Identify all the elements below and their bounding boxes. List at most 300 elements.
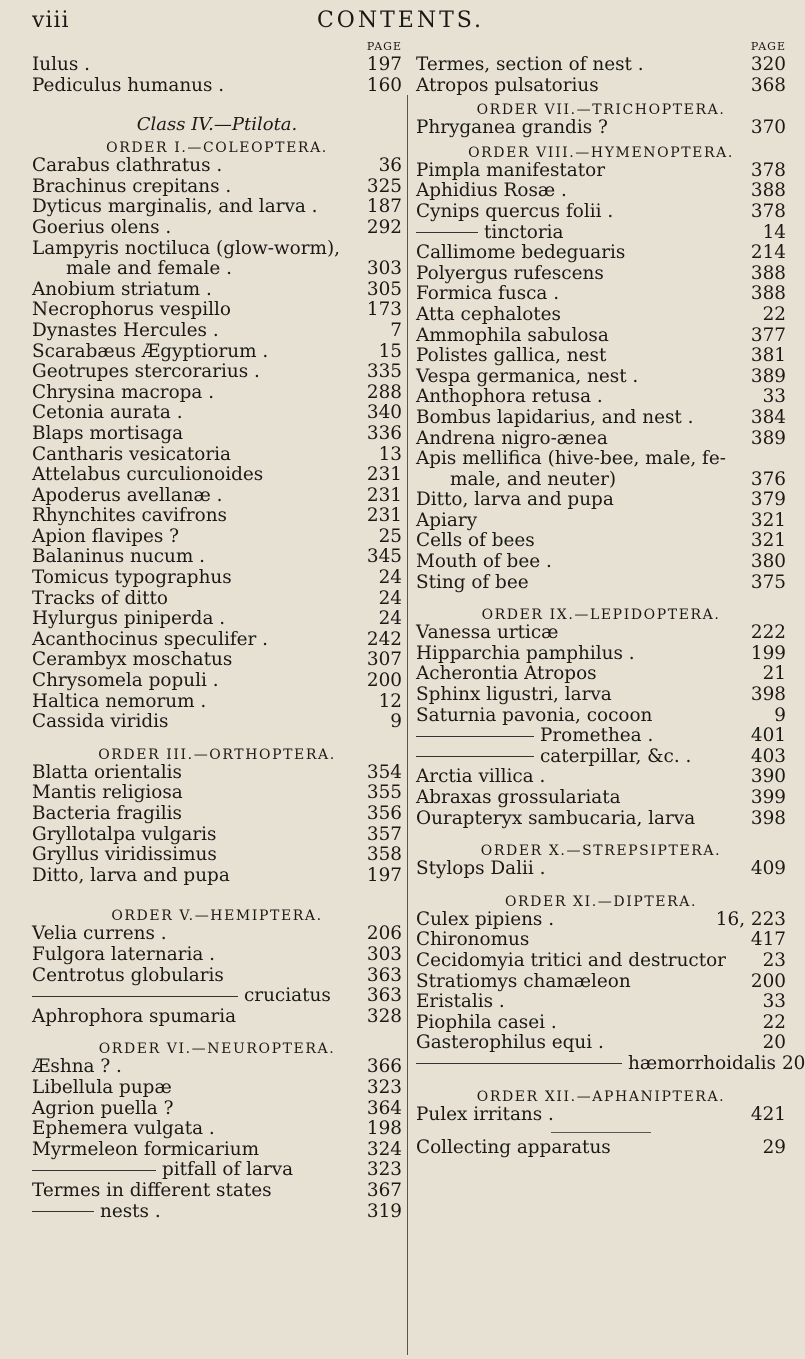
- entry-title: Sting of bee: [416, 571, 529, 593]
- entry-page: 222: [750, 622, 786, 644]
- entry-page: 325: [366, 175, 402, 197]
- entry-title: Mantis religiosa: [32, 782, 183, 804]
- entry-title: Culex pipiens .: [416, 908, 555, 930]
- entry-title: Velia currens .: [32, 923, 167, 945]
- index-entry: [416, 242, 786, 263]
- entry-title: Æshna ? .: [32, 1056, 122, 1078]
- entry-page: 345: [366, 546, 402, 568]
- index-entry: [416, 1052, 805, 1074]
- ditto-dash: [32, 1211, 94, 1212]
- entry-page: 320: [750, 54, 786, 75]
- entry-page: 15: [378, 340, 402, 362]
- index-entry: [32, 1098, 402, 1119]
- entry-page: 14: [762, 221, 786, 243]
- entry-title: Apoderus avellanæ .: [32, 484, 223, 506]
- entry-title: Pediculus humanus .: [32, 74, 225, 96]
- entry-page: 321: [750, 530, 786, 552]
- entry-title: Termes in different states: [32, 1179, 272, 1201]
- entry-title: male and female .: [66, 258, 232, 280]
- entry-title: pitfall of larva: [32, 1159, 361, 1180]
- entry-page: 206: [366, 923, 402, 945]
- entry-list: [32, 762, 402, 886]
- index-entry: [416, 407, 786, 428]
- entry-title: Agrion puella ?: [32, 1097, 174, 1119]
- index-entry: [416, 469, 786, 490]
- entry-page: 199: [750, 642, 786, 664]
- entry-title: Andrena nigro-ænea: [416, 427, 608, 449]
- entry-title: Atropos pulsatorius: [416, 74, 599, 96]
- index-entry: [416, 263, 786, 284]
- entry-page: 380: [750, 551, 786, 573]
- index-entry: [416, 663, 786, 684]
- entry-page: 231: [366, 505, 402, 527]
- entry-list: [416, 622, 786, 828]
- index-entry: [32, 217, 402, 238]
- entry-title: Anthophora retusa .: [416, 386, 603, 408]
- ditto-dash: [416, 232, 478, 233]
- index-entry: [32, 196, 402, 217]
- entry-title: Blaps mortisaga: [32, 422, 184, 444]
- entry-title: Ditto, larva and pupa: [416, 489, 614, 511]
- entry-page: 336: [366, 422, 402, 444]
- index-entry: [416, 75, 786, 96]
- entry-title: Cynips quercus folii .: [416, 200, 614, 222]
- entry-page: 20: [781, 1052, 805, 1074]
- index-entry: [416, 386, 786, 407]
- index-entry: [416, 201, 786, 222]
- entry-page: 242: [366, 628, 402, 650]
- entry-page: 388: [750, 283, 786, 305]
- class-heading: Class IV.—Ptilota.: [136, 114, 298, 136]
- entry-title: Ephemera vulgata .: [32, 1118, 215, 1140]
- entry-page: 13: [378, 443, 402, 465]
- entry-title: Abraxas grossulariata: [416, 787, 621, 808]
- entry-page: 187: [366, 196, 402, 218]
- page-column-label: PAGE: [366, 40, 402, 53]
- entry-title: Tracks of ditto: [32, 587, 168, 609]
- entry-page: 20: [762, 1032, 786, 1054]
- entry-title: Goerius olens .: [32, 216, 172, 238]
- entry-page: 36: [378, 155, 402, 177]
- entry-page: 22: [762, 1011, 786, 1033]
- index-entry: [32, 1159, 402, 1180]
- index-entry: [32, 803, 402, 824]
- index-entry: [416, 304, 786, 325]
- entry-title: Chrysina macropa .: [32, 381, 215, 403]
- index-entry: [32, 1180, 402, 1201]
- index-entry: [32, 238, 402, 259]
- entry-title: Apis mellifica (hive-bee, male, fe-: [416, 448, 726, 470]
- entry-page: 356: [366, 803, 402, 824]
- index-entry: [32, 1077, 402, 1098]
- index-entry: [32, 1056, 402, 1077]
- entry-title: Cetonia aurata .: [32, 402, 183, 424]
- order-heading: ORDER XII.—APHANIPTERA.: [476, 1088, 726, 1105]
- entry-page: 288: [366, 381, 402, 403]
- entry-page: 363: [366, 964, 402, 986]
- column-divider: [407, 95, 408, 1355]
- entry-page: 198: [366, 1118, 402, 1140]
- index-entry: [416, 510, 786, 531]
- ditto-dash: [416, 1063, 622, 1064]
- entry-title: Collecting apparatus: [416, 1137, 611, 1159]
- right-column: [416, 40, 805, 1159]
- entry-title: Cantharis vesicatoria: [32, 443, 231, 465]
- entry-title: Dyticus marginalis, and larva .: [32, 196, 318, 218]
- order-heading: ORDER I.—COLEOPTERA.: [106, 140, 328, 157]
- index-entry: [32, 923, 402, 944]
- index-entry: [32, 782, 402, 803]
- index-entry: [416, 54, 786, 75]
- entry-title: Tomicus typographus: [32, 567, 232, 589]
- entry-page: 9: [390, 711, 402, 733]
- index-entry: [32, 485, 402, 506]
- entry-title: Cassida viridis: [32, 711, 169, 733]
- index-entry: [416, 1012, 786, 1033]
- index-entry: [416, 858, 786, 879]
- index-entry: [416, 283, 786, 304]
- entry-page: 25: [378, 525, 402, 547]
- entry-page: 12: [378, 690, 402, 712]
- entry-page: 305: [366, 278, 402, 300]
- entry-title: Fulgora laternaria .: [32, 943, 215, 965]
- entry-page: 403: [750, 745, 786, 767]
- entry-page: 24: [378, 567, 402, 589]
- entry-title: Mouth of bee .: [416, 551, 552, 573]
- index-entry: [32, 670, 402, 691]
- entry-title: male, and neuter): [450, 468, 617, 490]
- entry-title: Anobium striatum .: [32, 278, 212, 300]
- entry-page: 21: [762, 663, 786, 685]
- entry-list: [416, 1137, 786, 1158]
- entry-title: Eristalis .: [416, 991, 505, 1013]
- entry-page: 200: [750, 970, 786, 992]
- entry-title: Vanessa urticæ: [416, 622, 559, 644]
- entry-page: 16, 223: [715, 908, 786, 930]
- entry-title: Scarabæus Ægyptiorum .: [32, 340, 269, 362]
- entry-title: Balaninus nucum .: [32, 546, 205, 568]
- entry-title: Dynastes Hercules .: [32, 319, 219, 341]
- entry-title: Haltica nemorum .: [32, 690, 207, 712]
- entry-page: 303: [366, 258, 402, 280]
- index-entry: [32, 608, 402, 629]
- entry-page: 197: [366, 864, 402, 886]
- ditto-dash: [416, 756, 534, 757]
- entry-page: 214: [750, 242, 786, 264]
- index-entry: [32, 649, 402, 670]
- entry-title: Stratiomys chamæleon: [416, 970, 631, 992]
- entry-page: 389: [750, 427, 786, 449]
- page-title: CONTENTS.: [316, 8, 485, 33]
- entry-title: Ourapteryx sambucaria, larva: [416, 807, 696, 829]
- index-entry: [416, 325, 786, 346]
- entry-page: 388: [750, 180, 786, 202]
- entry-title: nests .: [32, 1201, 361, 1222]
- entry-title: Atta cephalotes: [416, 303, 561, 325]
- order-heading: ORDER VI.—NEUROPTERA.: [98, 1041, 336, 1058]
- index-entry: [32, 75, 402, 96]
- entry-title: Apiary: [416, 509, 478, 531]
- entry-page: 321: [750, 509, 786, 531]
- entry-page: 354: [366, 761, 402, 783]
- entry-title: Polyergus rufescens: [416, 262, 604, 284]
- order-heading: ORDER V.—HEMIPTERA.: [111, 908, 323, 925]
- entry-title: Cerambyx moschatus: [32, 649, 233, 671]
- entry-page: 160: [366, 74, 402, 96]
- entry-page: 231: [366, 484, 402, 506]
- entry-title: Acherontia Atropos: [416, 663, 597, 685]
- index-entry: [32, 944, 402, 965]
- entry-page: 328: [366, 1005, 402, 1027]
- ditto-dash: [32, 996, 238, 997]
- index-entry: [416, 366, 786, 387]
- index-entry: [32, 54, 402, 75]
- section-rule: [551, 1132, 651, 1133]
- entry-title: caterpillar, &c. .: [416, 746, 745, 767]
- order-heading: ORDER X.—STREPSIPTERA.: [480, 843, 722, 860]
- entry-page: 377: [750, 324, 786, 346]
- index-entry: [32, 985, 402, 1006]
- index-entry: [416, 725, 786, 746]
- index-entry: [32, 1201, 402, 1222]
- entry-title: Chironomus: [416, 929, 530, 951]
- entry-page: 200: [366, 670, 402, 692]
- entry-title: Cells of bees: [416, 530, 535, 552]
- order-heading: ORDER XI.—DIPTERA.: [504, 893, 698, 910]
- entry-title: Gryllotalpa vulgaris: [32, 823, 217, 845]
- index-entry: [416, 909, 786, 930]
- entry-page: 358: [366, 844, 402, 866]
- entry-page: 388: [750, 262, 786, 284]
- index-entry: [32, 341, 402, 362]
- entry-page: 375: [750, 571, 786, 593]
- index-entry: [416, 643, 786, 664]
- order-heading: ORDER VII.—TRICHOPTERA.: [476, 102, 726, 119]
- entry-page: 292: [366, 216, 402, 238]
- entry-title: Iulus .: [32, 54, 90, 75]
- entry-list: [416, 1104, 786, 1125]
- entry-title: cruciatus: [32, 985, 361, 1006]
- entry-page: 307: [366, 649, 402, 671]
- entry-title: Callimome bedeguaris: [416, 242, 626, 264]
- entry-list: [32, 54, 402, 95]
- entry-title: Rhynchites cavifrons: [32, 505, 227, 527]
- entry-page: 384: [750, 406, 786, 428]
- index-entry: [32, 320, 402, 341]
- entry-title: Hipparchia pamphilus .: [416, 642, 635, 664]
- index-entry: [416, 551, 786, 572]
- entry-title: hæmorrhoidalis: [416, 1053, 776, 1074]
- index-entry: [32, 1118, 402, 1139]
- entry-title: Phryganea grandis ?: [416, 117, 608, 139]
- index-entry: [416, 1104, 786, 1125]
- entry-title: Gryllus viridissimus: [32, 844, 217, 866]
- index-entry: [416, 572, 786, 593]
- left-column: [32, 40, 402, 1221]
- entry-title: Geotrupes stercorarius .: [32, 361, 260, 383]
- index-entry: [32, 258, 402, 279]
- ditto-dash: [416, 736, 534, 737]
- index-entry: [416, 705, 786, 726]
- entry-page: 379: [750, 489, 786, 511]
- entry-page: 33: [762, 386, 786, 408]
- entry-title: Vespa germanica, nest .: [416, 365, 639, 387]
- index-entry: [32, 629, 402, 650]
- index-entry: [32, 382, 402, 403]
- entry-page: 421: [750, 1103, 786, 1125]
- entry-page: 401: [750, 725, 786, 747]
- entry-page: 376: [750, 468, 786, 490]
- order-heading: ORDER IX.—LEPIDOPTERA.: [481, 607, 721, 624]
- entry-list: [416, 117, 786, 138]
- index-entry: [32, 279, 402, 300]
- entry-title: Carabus clathratus .: [32, 155, 223, 177]
- index-entry: [32, 505, 402, 526]
- entry-title: Brachinus crepitans .: [32, 175, 232, 197]
- index-entry: [416, 808, 786, 829]
- entry-page: 23: [762, 949, 786, 971]
- entry-page: 398: [750, 807, 786, 829]
- entry-title: Blatta orientalis: [32, 761, 182, 783]
- entry-title: Promethea .: [416, 725, 745, 746]
- index-entry: [32, 1139, 402, 1160]
- index-entry: [416, 448, 786, 469]
- index-entry: [416, 222, 786, 243]
- index-entry: [32, 464, 402, 485]
- entry-title: Apion flavipes ?: [32, 525, 179, 547]
- entry-list: [416, 858, 786, 879]
- entry-page: 367: [366, 1179, 402, 1201]
- index-entry: [416, 971, 786, 992]
- entry-title: Polistes gallica, nest: [416, 345, 607, 367]
- entry-page: 357: [366, 823, 402, 845]
- entry-title: Pimpla manifestator: [416, 159, 606, 181]
- entry-page: 22: [762, 303, 786, 325]
- index-entry: [416, 991, 786, 1012]
- index-entry: [32, 865, 402, 886]
- entry-page: 399: [750, 787, 786, 808]
- index-entry: [32, 1006, 402, 1027]
- entry-page: 7: [390, 319, 402, 341]
- entry-page: 29: [762, 1137, 786, 1159]
- index-entry: [416, 684, 786, 705]
- index-entry: [416, 766, 786, 787]
- entry-page: 323: [366, 1159, 402, 1181]
- entry-page: 24: [378, 608, 402, 630]
- entry-title: Myrmeleon formicarium: [32, 1138, 260, 1160]
- index-entry: [416, 950, 786, 971]
- index-entry: [32, 762, 402, 783]
- index-entry: [32, 299, 402, 320]
- entry-title: Formica fusca .: [416, 283, 560, 305]
- entry-page: 355: [366, 782, 402, 804]
- entry-page: 381: [750, 345, 786, 367]
- index-entry: [32, 844, 402, 865]
- index-entry: [416, 345, 786, 366]
- entry-page: 389: [750, 365, 786, 387]
- index-entry: [32, 588, 402, 609]
- entry-title: Termes, section of nest .: [416, 54, 644, 75]
- entry-title: tinctoria: [416, 222, 757, 243]
- index-entry: [416, 530, 786, 551]
- index-entry: [32, 444, 402, 465]
- entry-page: 303: [366, 943, 402, 965]
- index-entry: [416, 787, 786, 808]
- index-entry: [32, 691, 402, 712]
- entry-page: 390: [750, 766, 786, 788]
- entry-title: Centrotus globularis: [32, 964, 224, 986]
- index-entry: [416, 117, 786, 138]
- entry-page: 340: [366, 402, 402, 424]
- entry-title: Necrophorus vespillo: [32, 299, 231, 321]
- entry-page: 370: [750, 117, 786, 139]
- entry-title: Lampyris noctiluca (glow-worm),: [32, 237, 340, 259]
- order-heading: ORDER III.—ORTHOPTERA.: [98, 746, 336, 763]
- entry-title: Chrysomela populi .: [32, 670, 219, 692]
- index-entry: [32, 567, 402, 588]
- entry-title: Ammophila sabulosa: [416, 324, 609, 346]
- entry-page: 417: [750, 929, 786, 951]
- entry-page: 363: [366, 985, 402, 1007]
- entry-page: 378: [750, 159, 786, 181]
- entry-page: 368: [750, 74, 786, 96]
- entry-list: [32, 923, 402, 1026]
- page-number: viii: [32, 8, 70, 33]
- entry-list: [416, 908, 805, 1074]
- index-entry: [32, 546, 402, 567]
- ditto-dash: [32, 1170, 156, 1171]
- entry-title: Piophila casei .: [416, 1011, 557, 1033]
- entry-title: Acanthocinus speculifer .: [32, 628, 269, 650]
- entry-list: [32, 155, 402, 732]
- entry-page: 231: [366, 464, 402, 486]
- entry-title: Libellula pupæ: [32, 1076, 172, 1098]
- entry-title: Sphinx ligustri, larva: [416, 684, 612, 706]
- entry-title: Bombus lapidarius, and nest .: [416, 406, 694, 428]
- entry-title: Saturnia pavonia, cocoon: [416, 704, 653, 726]
- entry-list: [416, 54, 786, 95]
- entry-list: [416, 160, 786, 592]
- index-entry: [32, 423, 402, 444]
- entry-page: 378: [750, 200, 786, 222]
- index-entry: [32, 526, 402, 547]
- index-entry: [416, 1032, 786, 1053]
- entry-title: Hylurgus piniperda .: [32, 608, 226, 630]
- entry-page: 197: [366, 54, 402, 75]
- entry-page: 24: [378, 587, 402, 609]
- index-entry: [416, 1137, 786, 1158]
- entry-page: 323: [366, 1076, 402, 1098]
- entry-page: 364: [366, 1097, 402, 1119]
- entry-title: Stylops Dalii .: [416, 858, 546, 880]
- entry-title: Cecidomyia tritici and destructor: [416, 949, 726, 971]
- entry-page: 9: [774, 704, 786, 726]
- entry-title: Attelabus curculionoides: [32, 464, 264, 486]
- entry-title: Aphrophora spumaria: [32, 1005, 237, 1027]
- index-entry: [416, 929, 786, 950]
- entry-page: 409: [750, 858, 786, 880]
- entry-page: 366: [366, 1056, 402, 1078]
- index-entry: [32, 402, 402, 423]
- index-entry: [32, 711, 402, 732]
- index-entry: [416, 746, 786, 767]
- index-entry: [32, 155, 402, 176]
- entry-page: 324: [366, 1138, 402, 1160]
- index-entry: [416, 160, 786, 181]
- index-entry: [32, 965, 402, 986]
- entry-title: Arctia villica .: [416, 766, 546, 788]
- entry-page: 33: [762, 991, 786, 1013]
